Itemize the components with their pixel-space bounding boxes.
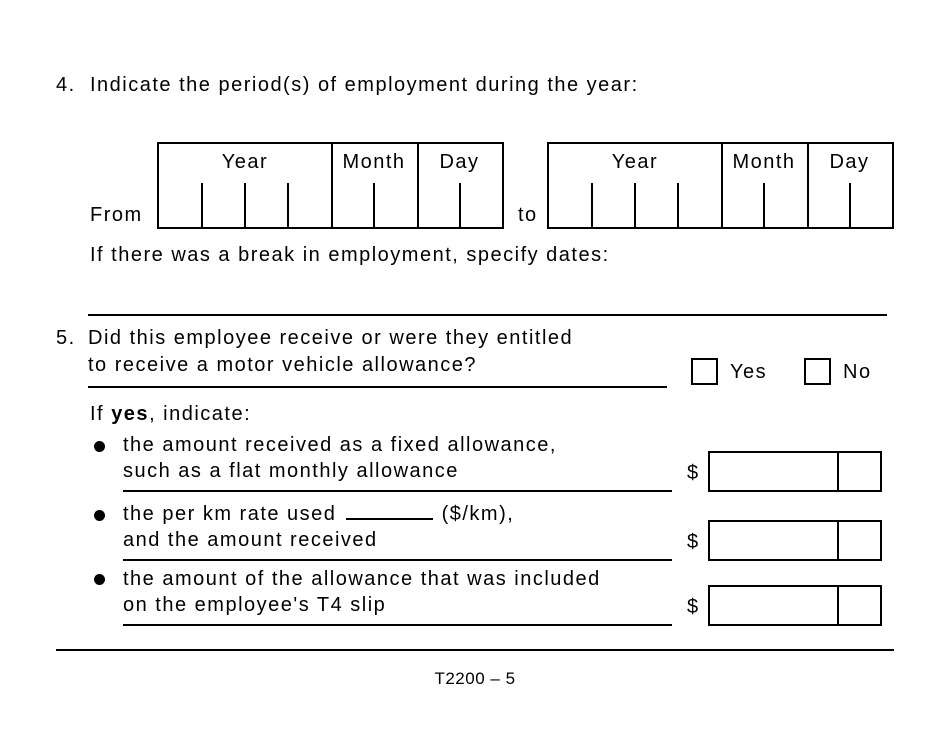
item2-line2: and the amount received	[123, 529, 378, 551]
if-yes-bold: yes	[111, 403, 150, 425]
to-day-label: Day	[829, 151, 870, 173]
to-date-box[interactable]	[547, 142, 894, 229]
q5-number: 5.	[56, 327, 76, 349]
to-year-label: Year	[611, 151, 659, 173]
if-prefix: If	[90, 403, 105, 425]
no-checkbox[interactable]	[804, 358, 831, 385]
item2-line1	[123, 502, 514, 526]
from-month-label: Month	[342, 151, 406, 173]
from-year-field[interactable]	[159, 144, 333, 227]
item3-amount-field[interactable]	[708, 585, 882, 626]
to-year-divider	[634, 183, 636, 227]
cents-divider	[837, 587, 839, 624]
item3-dollar-sign: $	[687, 596, 699, 618]
from-month-divider	[373, 183, 375, 227]
from-year-label: Year	[221, 151, 269, 173]
q4-question: Indicate the period(s) of employment during the year:	[90, 74, 639, 96]
footer-rule	[56, 649, 894, 651]
q5-underline	[88, 386, 667, 388]
per-km-rate-field[interactable]	[346, 504, 433, 520]
cents-divider	[837, 522, 839, 559]
item2-line1-a: the per km rate used	[123, 503, 337, 525]
bullet-icon	[94, 510, 105, 521]
to-label: to	[518, 204, 538, 226]
break-dates-line[interactable]	[88, 314, 887, 316]
yes-label: Yes	[730, 361, 768, 383]
if-yes-instruction	[90, 402, 251, 426]
from-year-divider	[201, 183, 203, 227]
from-date-box[interactable]	[157, 142, 504, 229]
bullet-icon	[94, 574, 105, 585]
item3-line2: on the employee's T4 slip	[123, 594, 387, 616]
from-day-divider	[459, 183, 461, 227]
item2-dollar-sign: $	[687, 531, 699, 553]
from-day-field[interactable]	[417, 144, 502, 227]
to-day-divider	[849, 183, 851, 227]
no-label: No	[843, 361, 872, 383]
item2-amount-field[interactable]	[708, 520, 882, 561]
from-label: From	[90, 204, 143, 226]
to-month-field[interactable]	[721, 144, 809, 227]
item3-line1: the amount of the allowance that was included	[123, 568, 601, 590]
item2-underline	[123, 559, 672, 561]
to-month-divider	[763, 183, 765, 227]
q5-question-line2: to receive a motor vehicle allowance?	[88, 354, 478, 376]
item3-underline	[123, 624, 672, 626]
from-year-divider	[287, 183, 289, 227]
item1-line2: such as a flat monthly allowance	[123, 460, 459, 482]
item1-dollar-sign: $	[687, 462, 699, 484]
if-suffix: , indicate:	[149, 403, 252, 425]
to-day-field[interactable]	[807, 144, 892, 227]
from-month-field[interactable]	[331, 144, 419, 227]
to-year-divider	[677, 183, 679, 227]
item1-amount-field[interactable]	[708, 451, 882, 492]
to-year-field[interactable]	[549, 144, 723, 227]
q4-number: 4.	[56, 74, 76, 96]
from-year-divider	[244, 183, 246, 227]
yes-checkbox[interactable]	[691, 358, 718, 385]
to-month-label: Month	[732, 151, 796, 173]
break-instruction: If there was a break in employment, specify dates:	[90, 244, 610, 266]
from-day-label: Day	[439, 151, 480, 173]
cents-divider	[837, 453, 839, 490]
item2-line1-b: ($/km),	[441, 503, 515, 525]
item1-underline	[123, 490, 672, 492]
bullet-icon	[94, 441, 105, 452]
page-number: T2200 – 5	[434, 669, 516, 688]
item1-line1: the amount received as a fixed allowance,	[123, 434, 557, 456]
to-year-divider	[591, 183, 593, 227]
q5-question-line1: Did this employee receive or were they entitled	[88, 327, 574, 349]
